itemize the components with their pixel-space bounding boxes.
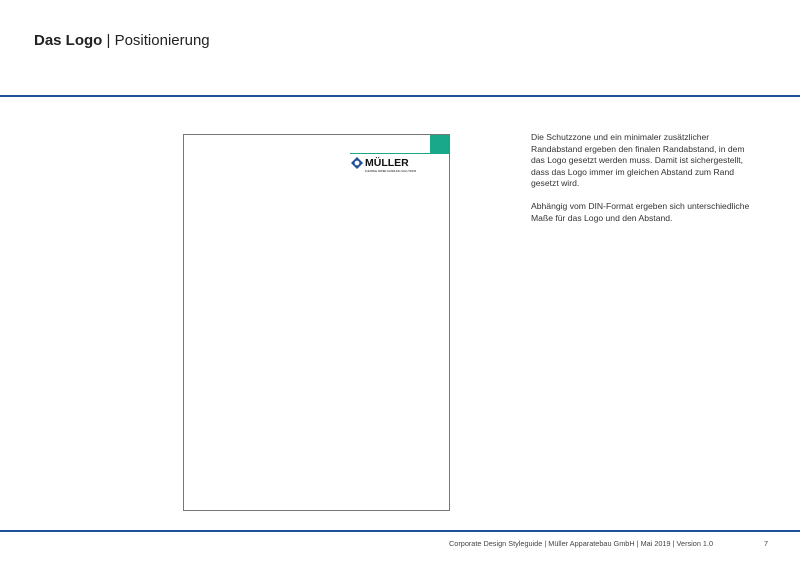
mueller-logo [351,155,433,173]
paragraph: Die Schutzzone und ein minimaler zusätzlicher Randabstand ergeben den finalen Randabstand, in dem das Logo gesetzt werden muss. Damit ist sichergestellt, dass das Logo immer im gleichen Abstand zum Rand gesetzt wird. [531,132,745,189]
paragraph: Abhängig vom DIN-Format ergeben sich unterschiedliche Maße für das Logo und den Abstand. [531,200,750,223]
footer-rule [0,530,800,532]
svg-text:FLEXIBLE PAPER HANDLING SOLUTI: FLEXIBLE PAPER HANDLING SOLUTIONS [365,170,417,173]
footer-text: Corporate Design Styleguide | Müller Apparatebau GmbH | Mai 2019 | Version 1.0 [449,539,714,548]
page-number: 7 [764,539,769,548]
body-text [531,132,751,235]
title-bold: Das Logo [34,32,103,49]
page-illustration [183,134,450,511]
protection-zone-marker [430,135,449,154]
svg-text:MÜLLER: MÜLLER [365,157,409,169]
margin-guide [350,153,430,154]
logo-mark-icon [351,157,363,169]
title-subtitle: | Positionierung [106,32,210,49]
page-title [34,32,210,49]
header-rule [0,95,800,97]
